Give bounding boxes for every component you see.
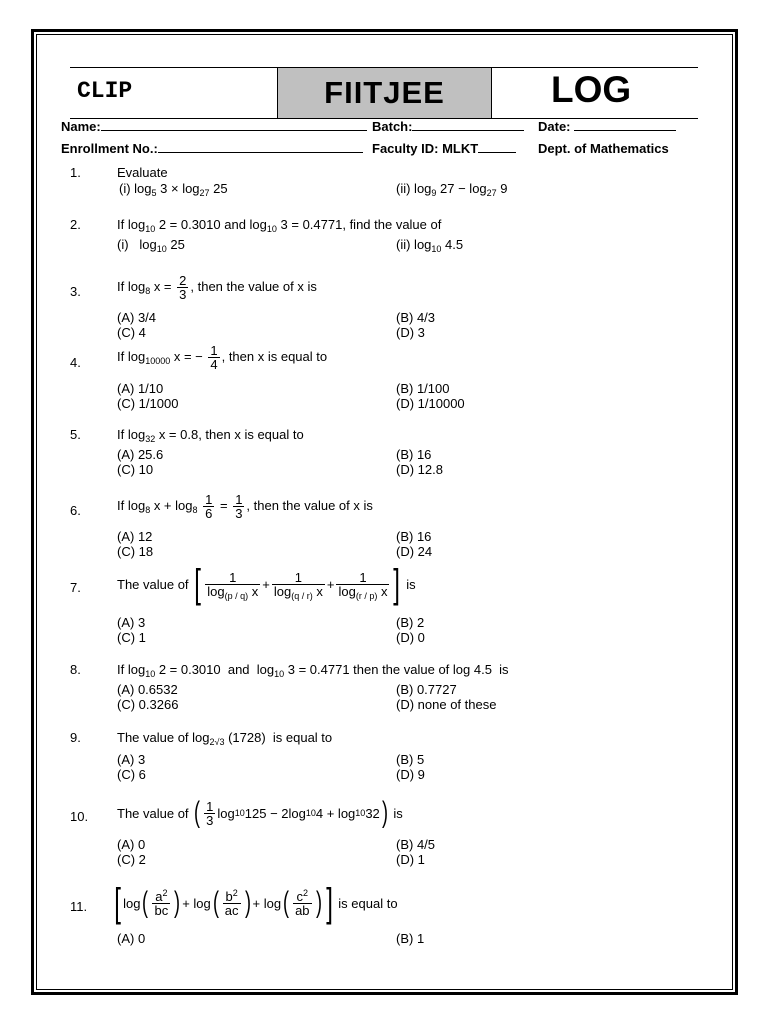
- name-field: Name:: [61, 119, 367, 134]
- q6-option-a: (A) 12: [117, 529, 153, 544]
- q8-text: If $\log_{10} 2 = 0.3010$ and $\log_{10} 3 = 0.4771$ then the value of log 4.5 is: [117, 662, 509, 679]
- enrollment-field: Enrollment No.:: [61, 141, 363, 156]
- q8-option-b: (B) 0.7727: [396, 682, 457, 697]
- q8-number: 8.: [70, 662, 81, 677]
- q9-option-b: (B) 5: [396, 752, 425, 767]
- date-field: Date:: [538, 119, 676, 134]
- q1-number: 1.: [70, 165, 81, 180]
- q11-number: 11.: [70, 899, 88, 914]
- q5-option-d: (D) 12.8: [396, 462, 443, 477]
- q4-option-c: (C) 1/1000: [117, 396, 179, 411]
- q10-number: 10.: [70, 809, 89, 824]
- q4-option-b: (B) 1/100: [396, 381, 450, 396]
- q8-option-a: (A) 0.6532: [117, 682, 178, 697]
- q4-number: 4.: [70, 355, 81, 370]
- q4-option-d: (D) 1/10000: [396, 396, 465, 411]
- q3-option-a: (A) 3/4: [117, 310, 157, 325]
- q1-text: Evaluate: [117, 165, 168, 180]
- q9-option-d: (D) 9: [396, 767, 425, 782]
- q5-option-c: (C) 10: [117, 462, 154, 477]
- topic-title: LOG: [551, 69, 632, 110]
- faculty-id: Faculty ID: MLKT: [372, 141, 516, 156]
- q10-option-d: (D) 1: [396, 852, 425, 867]
- q6-option-d: (D) 24: [396, 544, 433, 559]
- q10-text: The value of ( $\frac{1}{3}$ log 10 125 − 2log 10 4 + log 10 32 ) is: [117, 796, 403, 829]
- q9-number: 9.: [70, 730, 81, 745]
- q7-number: 7.: [70, 580, 81, 595]
- q3-option-b: (B) 4/3: [396, 310, 436, 325]
- q6-text: If $\log_8 x + \log_8$ $\frac{1}{6}$ = $\frac{1}{3}$ , then the value of x is: [117, 492, 373, 521]
- q5-option-a: (A) 25.6: [117, 447, 164, 462]
- q8-option-d: (D) none of these: [396, 697, 497, 712]
- q4-text: If $\log_{10000} x$ = − $\frac{1}{4}$ , then x is equal to: [117, 343, 328, 372]
- q1-option-i: (i) $\log_5 3 \times \log_{27} 25$: [119, 181, 228, 198]
- q9-option-c: (C) 6: [117, 767, 146, 782]
- q4-option-a: (A) 1/10: [117, 381, 164, 396]
- q6-option-b: (B) 16: [396, 529, 432, 544]
- q10-option-c: (C) 2: [117, 852, 146, 867]
- q7-option-a: (A) 3: [117, 615, 146, 630]
- q5-option-b: (B) 16: [396, 447, 432, 462]
- q3-option-c: (C) 4: [117, 325, 146, 340]
- q3-number: 3.: [70, 284, 81, 299]
- q2-option-ii: (ii) $\log_{10} 4.5$: [396, 237, 464, 254]
- q6-option-c: (C) 18: [117, 544, 154, 559]
- q10-option-a: (A) 0: [117, 837, 146, 852]
- q6-number: 6.: [70, 503, 81, 518]
- q2-number: 2.: [70, 217, 81, 232]
- q2-option-i: (i) $\log_{10} 25$: [117, 237, 185, 254]
- q7-option-d: (D) 0: [396, 630, 425, 645]
- batch-field: Batch:: [372, 119, 524, 134]
- q11-text: [ log ( $\frac{a^2}{bc}$ ) + log ( $\frac{b^2}{ac}$ ) + log ( $\frac{c^2}{ab}$ ) ] is equal to: [114, 881, 398, 925]
- q5-text: If $\log_{32} x = 0.8$, then x is equal to: [117, 427, 304, 444]
- q3-text: If $\log_8 x$ = $\frac{2}{3}$ , then the value of x is: [117, 273, 317, 302]
- q5-number: 5.: [70, 427, 81, 442]
- q11-option-b: (B) 1: [396, 931, 425, 946]
- q3-option-d: (D) 3: [396, 325, 425, 340]
- q2-text: If $\log_{10} 2 = 0.3010$ and $\log_{10} 3 = 0.4771$, find the value of: [117, 217, 442, 234]
- q8-option-c: (C) 0.3266: [117, 697, 179, 712]
- q7-option-c: (C) 1: [117, 630, 146, 645]
- q7-option-b: (B) 2: [396, 615, 425, 630]
- q9-text: The value of $\log_{2√3} (1728)$ is equal to: [117, 730, 333, 747]
- q9-option-a: (A) 3: [117, 752, 146, 767]
- q1-option-ii: (ii) $\log_9 27 - \log_{27} 9$: [396, 181, 508, 198]
- q11-option-a: (A) 0: [117, 931, 146, 946]
- institute-logo: FIITJEE: [277, 68, 492, 118]
- q7-text: The value of [ $\frac{1}{\log_{(p / q)} x}$ + $\frac{1}{\log_{(q / r)} x}$ + $\frac{1}{\log_{(r / p)} x}$ ] is: [117, 562, 416, 606]
- clip-label: CLIP: [77, 78, 133, 104]
- q10-option-b: (B) 4/5: [396, 837, 436, 852]
- department: Dept. of Mathematics: [538, 141, 669, 156]
